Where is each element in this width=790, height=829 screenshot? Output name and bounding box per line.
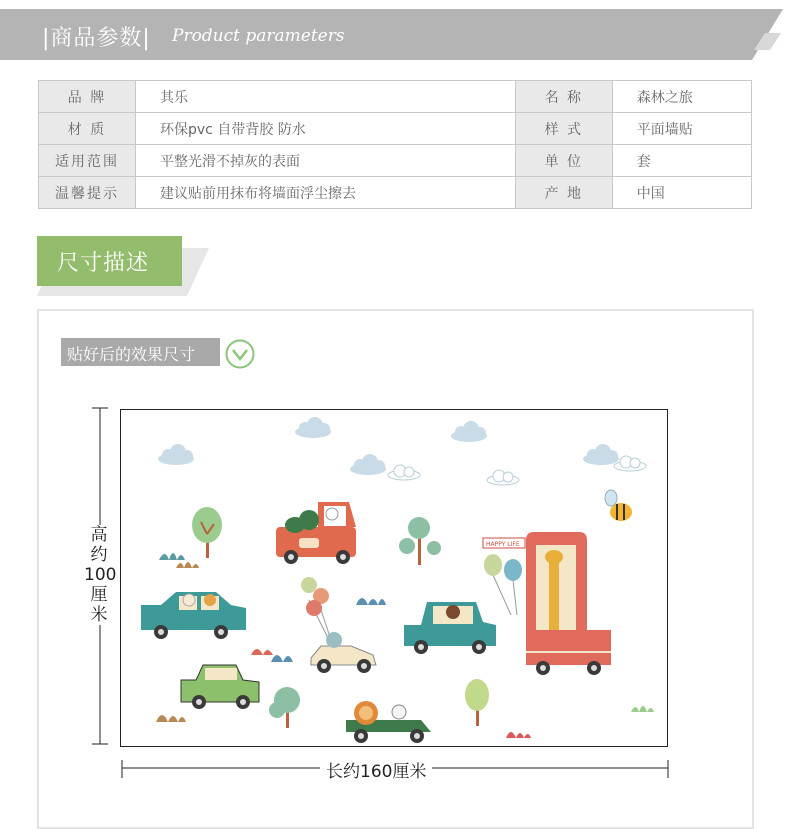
grass [251,649,273,655]
width-label: 长约160厘米 [320,757,432,782]
grass [159,553,185,560]
param-value: 套 [612,145,751,177]
param-value: 其乐 [136,81,516,113]
effect-tag-label: 贴好后的效果尺寸 [67,345,196,364]
red-truck [276,502,356,564]
param-key: 适用范围 [39,145,136,177]
section-title: 尺寸描述 [57,251,150,276]
height-label-char: 约 [90,545,108,565]
green-car [181,665,259,709]
effect-tag [61,338,220,366]
grass [176,562,199,568]
params-table [38,80,752,209]
tree [465,679,489,726]
bee [605,490,632,521]
param-key: 品 牌 [39,81,136,113]
param-value: 平面墙贴 [612,113,751,145]
param-value: 森林之旅 [612,81,751,113]
table-row [39,145,752,177]
table-row [39,177,752,209]
param-value: 中国 [612,177,751,209]
height-label-char: 厘 [90,585,108,605]
bus-sign: HAPPY LIFE [486,541,520,548]
height-label-char: 高 [90,525,108,545]
table-row [39,113,752,145]
grass [271,655,293,662]
param-key: 材 质 [39,113,136,145]
param-key: 样 式 [515,113,612,145]
red-bus [483,532,611,675]
height-label [84,525,117,625]
balloons [484,554,522,615]
page-title: |商品参数| [42,26,151,51]
height-label-char: 100 [84,565,117,585]
balloon-car [301,577,376,673]
tree [399,517,441,565]
lion-car [346,701,431,743]
param-value: 环保pvc 自带背胶 防水 [136,113,516,145]
clouds [158,417,646,485]
tree [192,507,222,558]
grass [156,715,186,722]
wall-sticker-preview [120,409,668,747]
param-key: 单 位 [515,145,612,177]
grass [506,732,531,738]
grass [631,706,654,712]
param-key: 产 地 [515,177,612,209]
teal-car [141,592,246,639]
forest-journey-illustration [121,410,668,747]
grass [356,598,386,605]
height-label-char: 米 [90,605,108,625]
table-row [39,81,752,113]
param-key: 温馨提示 [39,177,136,209]
tree [269,687,300,728]
param-key: 名 称 [515,81,612,113]
section-tab [37,236,212,300]
bear-car [404,602,496,654]
param-value: 建议贴前用抹布将墙面浮尘擦去 [136,177,516,209]
page-subtitle: Product parameters [172,26,345,46]
check-circle-icon [224,338,256,370]
param-value: 平整光滑不掉灰的表面 [136,145,516,177]
header-banner [0,9,790,60]
